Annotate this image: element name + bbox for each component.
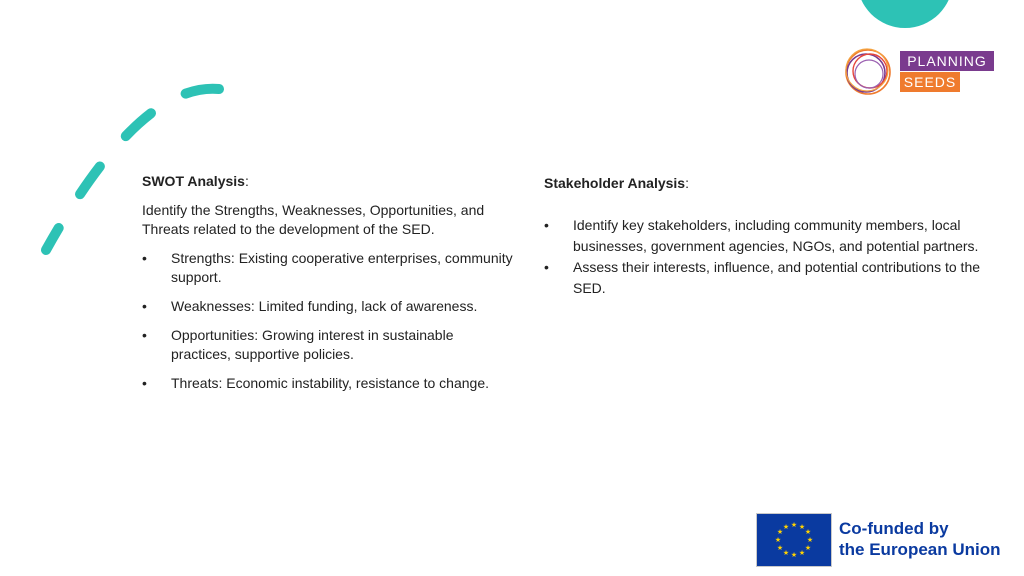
- svg-text:★: ★: [776, 528, 784, 536]
- bullet-icon: •: [142, 375, 147, 391]
- bullet-icon: •: [544, 217, 549, 233]
- eu-cofunded-text: Co-funded by the European Union: [839, 519, 1001, 559]
- svg-text:★: ★: [776, 544, 784, 552]
- svg-text:★: ★: [774, 536, 782, 544]
- svg-text:★: ★: [782, 523, 790, 531]
- svg-text:★: ★: [782, 549, 790, 557]
- svg-text:★: ★: [798, 523, 806, 531]
- list-item: • Identify key stakeholders, including community members, local businesses, government agencies, NGOs, and potential partners.: [544, 217, 979, 254]
- bullet-icon: •: [544, 259, 549, 275]
- list-item: • Strengths: Existing cooperative enterprises, community support.: [142, 250, 513, 285]
- bullet-icon: •: [142, 250, 147, 266]
- stakeholder-heading: Stakeholder Analysis:: [544, 175, 689, 191]
- swot-heading: SWOT Analysis:: [142, 173, 249, 189]
- list-item: • Assess their interests, influence, and potential contributions to the SED.: [544, 259, 981, 296]
- logo-text-planning: PLANNING: [900, 51, 994, 71]
- swot-section: [142, 172, 517, 403]
- svg-text:★: ★: [798, 549, 806, 557]
- list-item: • Weaknesses: Limited funding, lack of awareness.: [142, 298, 478, 314]
- svg-text:★: ★: [804, 544, 812, 552]
- svg-text:★: ★: [790, 551, 798, 559]
- list-item: • Opportunities: Growing interest in sustainable practices, supportive policies.: [142, 327, 454, 362]
- bullet-icon: •: [142, 298, 147, 314]
- eu-cofunded-badge: [756, 513, 1006, 569]
- swot-intro: Identify the Strengths, Weaknesses, Opportunities, and Threats related to the development of the SED.: [142, 202, 485, 237]
- logo-text-seeds: SEEDS: [900, 72, 960, 92]
- svg-text:★: ★: [806, 536, 814, 544]
- svg-text:★: ★: [790, 521, 798, 529]
- swot-list: [142, 249, 517, 393]
- planning-seeds-logo: [840, 44, 1000, 98]
- logo-rings-icon: [840, 46, 896, 98]
- eu-flag-icon: [756, 513, 832, 567]
- list-item: • Threats: Economic instability, resistance to change.: [142, 375, 490, 391]
- bullet-icon: •: [142, 327, 147, 343]
- svg-text:★: ★: [804, 528, 812, 536]
- stakeholder-list: [544, 215, 984, 298]
- stakeholder-section: [544, 174, 984, 299]
